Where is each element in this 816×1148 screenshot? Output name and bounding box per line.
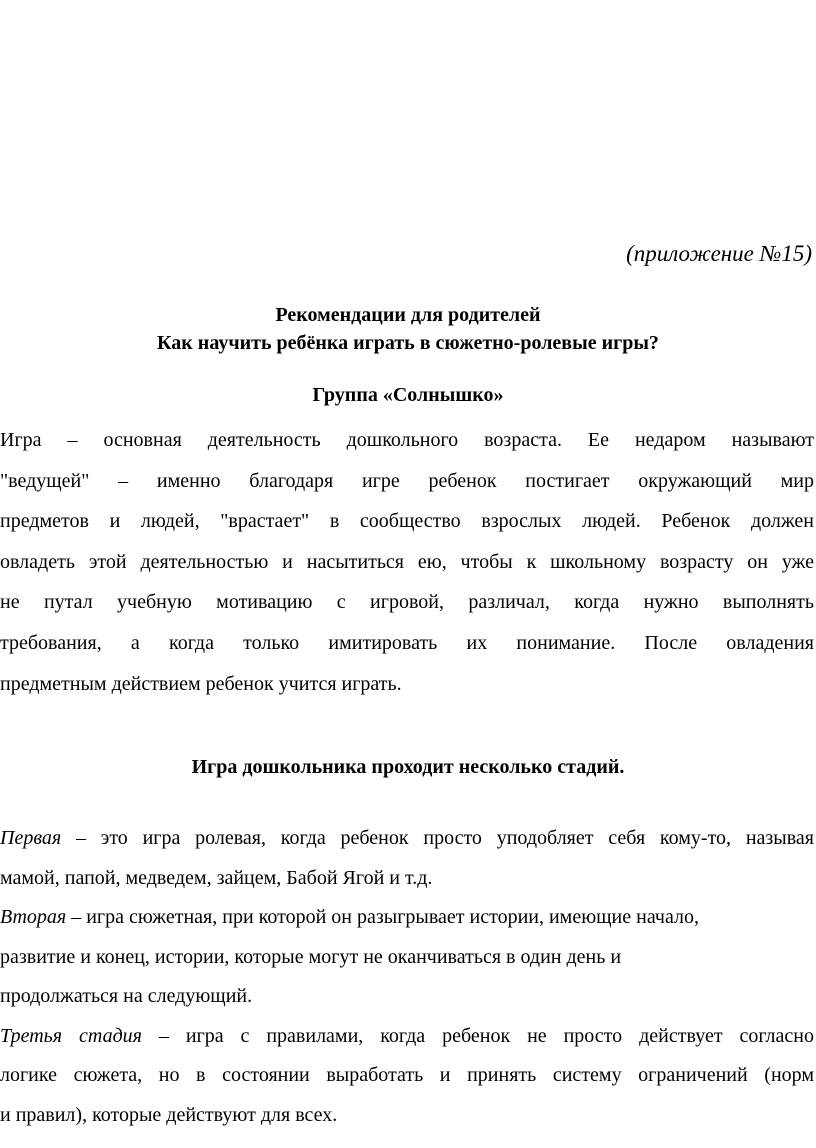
stage-continuation: развитие и конец, истории, которые могут не оканчиваться в один день и bbox=[0, 945, 622, 968]
stage-text: – игра с правилами, когда ребенок не просто действует согласно bbox=[141, 1024, 814, 1047]
intro-line: предметов и людей, "врастает" в сообщество взрослых людей. Ребенок должен bbox=[0, 510, 814, 533]
stage-text: – игра сюжетная, при которой он разыгрывает истории, имеющие начало, bbox=[66, 906, 700, 928]
stage-term: Первая bbox=[0, 827, 62, 849]
title-line-1: Рекомендации для родителей bbox=[275, 304, 541, 326]
stage-text: – это игра ролевая, когда ребенок просто уподобляет себя кому-то, называя bbox=[61, 827, 814, 849]
intro-line: овладеть этой деятельностью и насытиться ею, чтобы к школьному возрасту он уже bbox=[0, 550, 814, 573]
stage-first-line bbox=[0, 1017, 814, 1057]
stage-first-line bbox=[0, 819, 814, 859]
stages-list bbox=[0, 819, 814, 1135]
appendix-label: (приложение №15) bbox=[626, 241, 812, 266]
intro-line: "ведущей" – именно благодаря игре ребенок постигает окружающий мир bbox=[0, 469, 814, 492]
stage-first-line bbox=[0, 898, 814, 938]
group-label: Группа «Солнышко» bbox=[312, 384, 504, 406]
intro-line: Игра – основная деятельность дошкольного возраста. Ее недаром называют bbox=[0, 429, 814, 451]
intro-line: предметным действием ребенок учится играть. bbox=[0, 672, 402, 695]
stage-continuation: продолжаться на следующий. bbox=[0, 985, 253, 1007]
intro-line: не путал учебную мотивацию с игровой, различал, когда нужно выполнять bbox=[0, 591, 814, 614]
intro-line: требования, а когда только имитировать их понимание. После овладения bbox=[0, 631, 814, 654]
stage-term: Третья стадия bbox=[0, 1024, 142, 1047]
stage-continuation: и правил), которые действуют для всех. bbox=[0, 1103, 338, 1126]
intro-paragraph bbox=[0, 420, 814, 704]
stage-continuation: логике сюжета, но в состоянии выработать и принять систему ограничений (норм bbox=[0, 1064, 814, 1086]
title-line-2: Как научить ребёнка играть в сюжетно-ролевые игры? bbox=[157, 332, 659, 354]
stages-heading: Игра дошкольника проходит несколько стадий. bbox=[191, 756, 625, 778]
stage-term: Вторая bbox=[0, 906, 67, 928]
stage-continuation: мамой, папой, медведем, зайцем, Бабой Ягой и т.д. bbox=[0, 866, 433, 889]
